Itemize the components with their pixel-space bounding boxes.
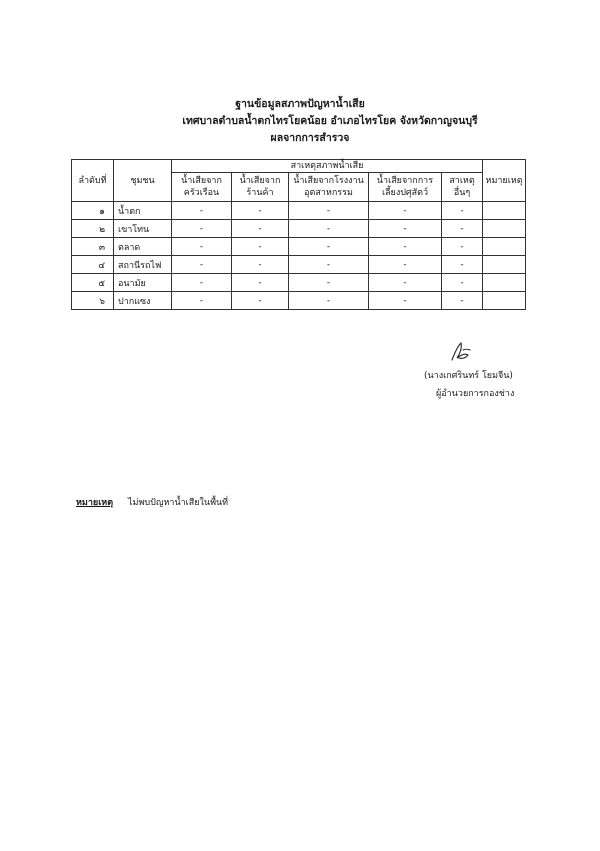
row-cause-cell: - (289, 256, 369, 274)
row-cause-cell: - (232, 292, 289, 310)
row-cause-cell: - (289, 202, 369, 220)
row-cause-cell: - (172, 292, 232, 310)
row-cause-cell: - (232, 202, 289, 220)
row-order-cell: ๔ (72, 256, 114, 274)
row-remark-cell (483, 292, 526, 310)
row-cause-cell: - (369, 256, 442, 274)
row-cause-cell: - (442, 292, 483, 310)
municipality-line: เทศบาลตำบลน้ำตกไทรโยคน้อย อำเภอไทรโยค จังหวัดกาญจนบุรี (182, 115, 478, 127)
table-row (72, 238, 526, 256)
column-header-cause: น้ำเสียจากโรงงาน อุตสาหกรรม (289, 173, 369, 202)
row-cause-cell: - (289, 238, 369, 256)
row-cause-cell: - (442, 220, 483, 238)
row-cause-cell: - (232, 238, 289, 256)
row-cause-cell: - (172, 274, 232, 292)
row-community-cell: อนามัย (114, 274, 172, 292)
row-remark-cell (483, 238, 526, 256)
row-community-cell: น้ำตก (114, 202, 172, 220)
wastewater-survey-table (71, 159, 526, 310)
row-remark-cell (483, 202, 526, 220)
table-row (72, 202, 526, 220)
row-cause-cell: - (369, 274, 442, 292)
row-cause-cell: - (172, 238, 232, 256)
row-community-cell: ตลาด (114, 238, 172, 256)
survey-result-line: ผลจากการสำรวจ (270, 132, 350, 144)
row-cause-cell: - (172, 256, 232, 274)
column-header-cause: สาเหตุ อื่นๆ (442, 173, 483, 202)
row-order-cell: ๕ (72, 274, 114, 292)
row-cause-cell: - (232, 256, 289, 274)
row-cause-cell: - (289, 292, 369, 310)
table-row (72, 256, 526, 274)
row-cause-cell: - (232, 220, 289, 238)
column-header-cause: น้ำเสียจาก ร้านค้า (232, 173, 289, 202)
row-cause-cell: - (442, 202, 483, 220)
row-cause-cell: - (369, 292, 442, 310)
row-cause-cell: - (172, 202, 232, 220)
row-cause-cell: - (369, 202, 442, 220)
table-row (72, 274, 526, 292)
row-cause-cell: - (289, 220, 369, 238)
row-cause-cell: - (442, 274, 483, 292)
row-cause-cell: - (442, 238, 483, 256)
column-header-cause: น้ำเสียจาก ครัวเรือน (172, 173, 232, 202)
row-cause-cell: - (172, 220, 232, 238)
row-remark-cell (483, 274, 526, 292)
column-header-order: ลำดับที่ (72, 160, 114, 202)
table-row (72, 292, 526, 310)
column-header-community: ชุมชน (114, 160, 172, 202)
document-header (0, 96, 600, 147)
row-cause-cell: - (232, 274, 289, 292)
table-row (72, 220, 526, 238)
row-order-cell: ๒ (72, 220, 114, 238)
column-group-header-causes: สาเหตุสภาพน้ำเสีย (172, 160, 483, 173)
signer-name: (นางเกศรินทร์ โยมจีน) (424, 371, 513, 381)
remark-label: หมายเหตุ (76, 498, 114, 508)
signer-title: ผู้อำนวยการกองช่าง (436, 389, 515, 399)
row-community-cell: ปากแซง (114, 292, 172, 310)
row-remark-cell (483, 220, 526, 238)
row-community-cell: เขาโทน (114, 220, 172, 238)
signature-mark (448, 340, 474, 364)
row-cause-cell: - (442, 256, 483, 274)
row-remark-cell (483, 256, 526, 274)
row-order-cell: ๓ (72, 238, 114, 256)
row-community-cell: สถานีรถไฟ (114, 256, 172, 274)
remark-text: ไม่พบปัญหาน้ำเสียในพื้นที่ (128, 498, 229, 508)
row-cause-cell: - (369, 238, 442, 256)
row-cause-cell: - (369, 220, 442, 238)
column-header-remark: หมายเหตุ (483, 160, 526, 202)
row-cause-cell: - (289, 274, 369, 292)
row-order-cell: ๑ (72, 202, 114, 220)
table-header-row (72, 160, 526, 173)
table-body (72, 202, 526, 310)
column-header-cause: น้ำเสียจากการ เลี้ยงปศุสัตว์ (369, 173, 442, 202)
row-order-cell: ๖ (72, 292, 114, 310)
document-title: ฐานข้อมูลสภาพปัญหาน้ำเสีย (235, 98, 365, 110)
